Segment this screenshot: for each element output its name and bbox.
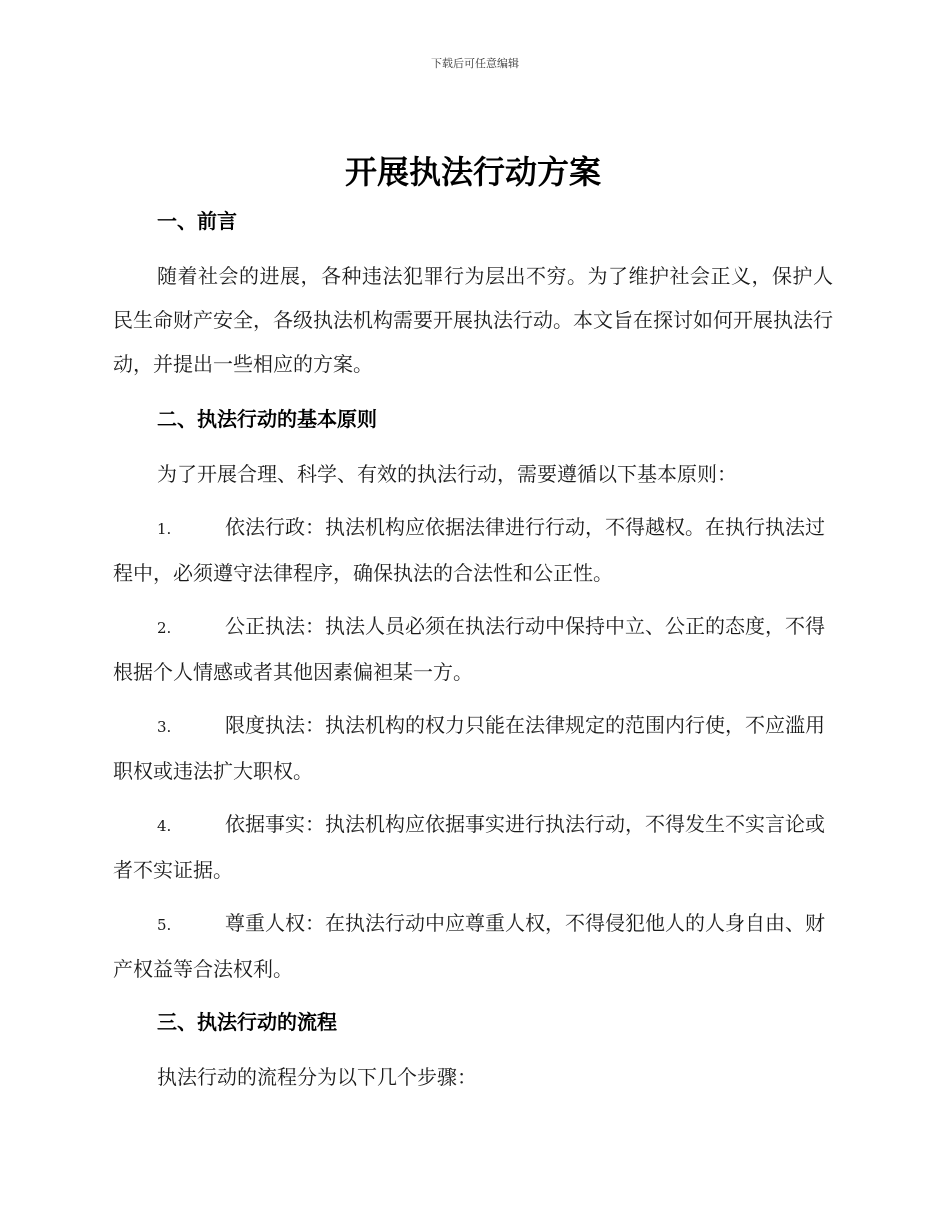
document-title: 开展执法行动方案 xyxy=(344,153,601,191)
list-text: 尊重人权：在执法行动中应尊重人权，不得侵犯他人的人身自由、财产权益等合法权利。 xyxy=(113,911,825,981)
list-text: 依法行政：执法机构应依据法律进行行动，不得越权。在执行执法过程中，必须遵守法律程序，确保执法的合法性和公正性。 xyxy=(113,515,825,585)
document-body xyxy=(113,150,833,1099)
paragraph-process-intro: 执法行动的流程分为以下几个步骤： xyxy=(157,1065,477,1089)
list-item xyxy=(113,505,833,595)
list-number: 1. xyxy=(157,520,172,538)
list-number: 3. xyxy=(157,718,172,736)
list-item xyxy=(113,802,833,892)
section-heading-preface: 一、前言 xyxy=(157,209,237,233)
list-item xyxy=(113,703,833,793)
list-text: 依据事实：执法机构应依据事实进行执法行动，不得发生不实言论或者不实证据。 xyxy=(113,812,825,882)
header-note: 下载后可任意编辑 xyxy=(431,57,519,70)
list-text: 限度执法：执法机构的权力只能在法律规定的范围内行使，不应滥用职权或违法扩大职权。 xyxy=(113,713,825,783)
section-heading-process: 三、执法行动的流程 xyxy=(157,1010,337,1034)
list-item xyxy=(113,604,833,694)
list-number: 2. xyxy=(157,619,172,637)
paragraph-principles-intro: 为了开展合理、科学、有效的执法行动，需要遵循以下基本原则： xyxy=(157,462,737,486)
list-text: 公正执法：执法人员必须在执法行动中保持中立、公正的态度，不得根据个人情感或者其他因素偏袒某一方。 xyxy=(113,614,825,684)
paragraph-preface: 随着社会的进展，各种违法犯罪行为层出不穷。为了维护社会正义，保护人民生命财产安全，各级执法机构需要开展执法行动。本文旨在探讨如何开展执法行动，并提出一些相应的方案。 xyxy=(113,264,833,376)
list-number: 4. xyxy=(157,817,172,835)
list-item xyxy=(113,901,833,991)
section-heading-principles: 二、执法行动的基本原则 xyxy=(157,407,377,431)
list-number: 5. xyxy=(157,916,172,934)
